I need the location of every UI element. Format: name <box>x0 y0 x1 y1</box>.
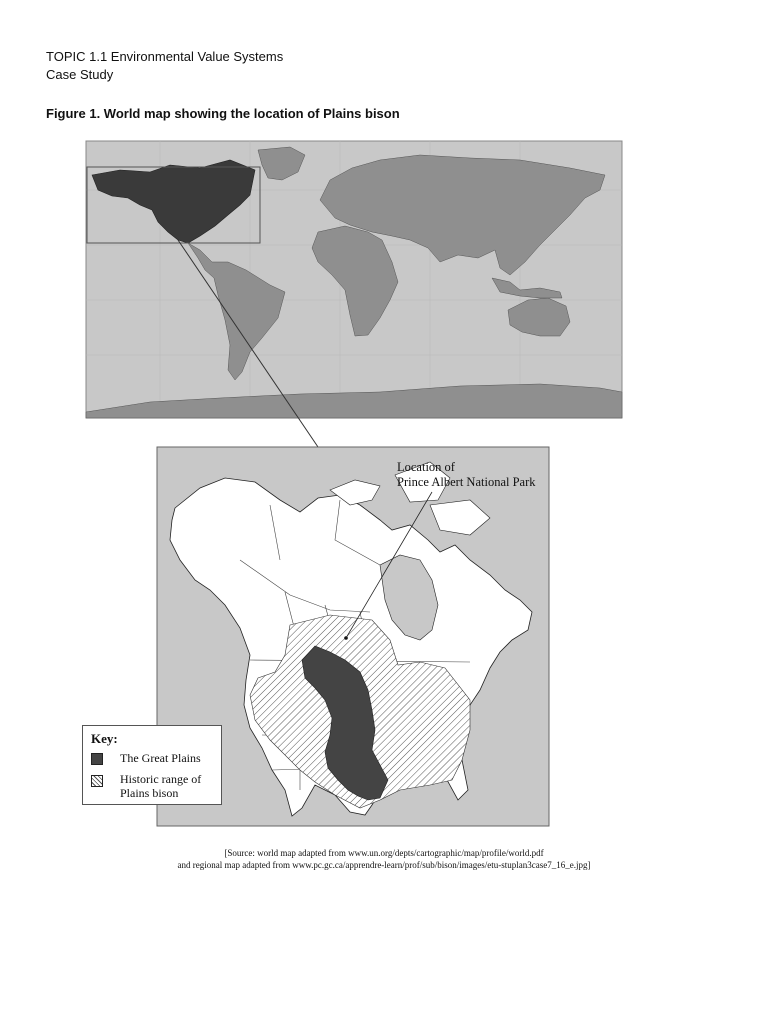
map-key <box>82 725 222 805</box>
topic-heading: TOPIC 1.1 Environmental Value Systems <box>46 49 284 64</box>
source-line-1: [Source: world map adapted from www.un.org/depts/cartographic/map/profile/world.pdf <box>224 848 544 858</box>
world-map <box>86 141 622 418</box>
historic-range-label: Historic range of Plains bison <box>120 772 202 800</box>
callout-line-2: Prince Albert National Park <box>397 475 536 489</box>
great-plains-swatch <box>91 753 103 765</box>
source-citation <box>0 847 768 871</box>
callout-line-1: Location of <box>397 460 455 474</box>
historic-range-swatch <box>91 775 103 787</box>
park-callout <box>397 460 536 490</box>
source-line-2: and regional map adapted from www.pc.gc.ca/apprendre-learn/prof/sub/bison/images/etu-stuplan3case7_16_e.jpg] <box>177 860 591 870</box>
key-title: Key: <box>91 731 118 746</box>
great-plains-label: The Great Plains <box>120 751 201 765</box>
case-study-label: Case Study <box>46 67 114 82</box>
figure-title: Figure 1. World map showing the location of Plains bison <box>46 106 400 121</box>
